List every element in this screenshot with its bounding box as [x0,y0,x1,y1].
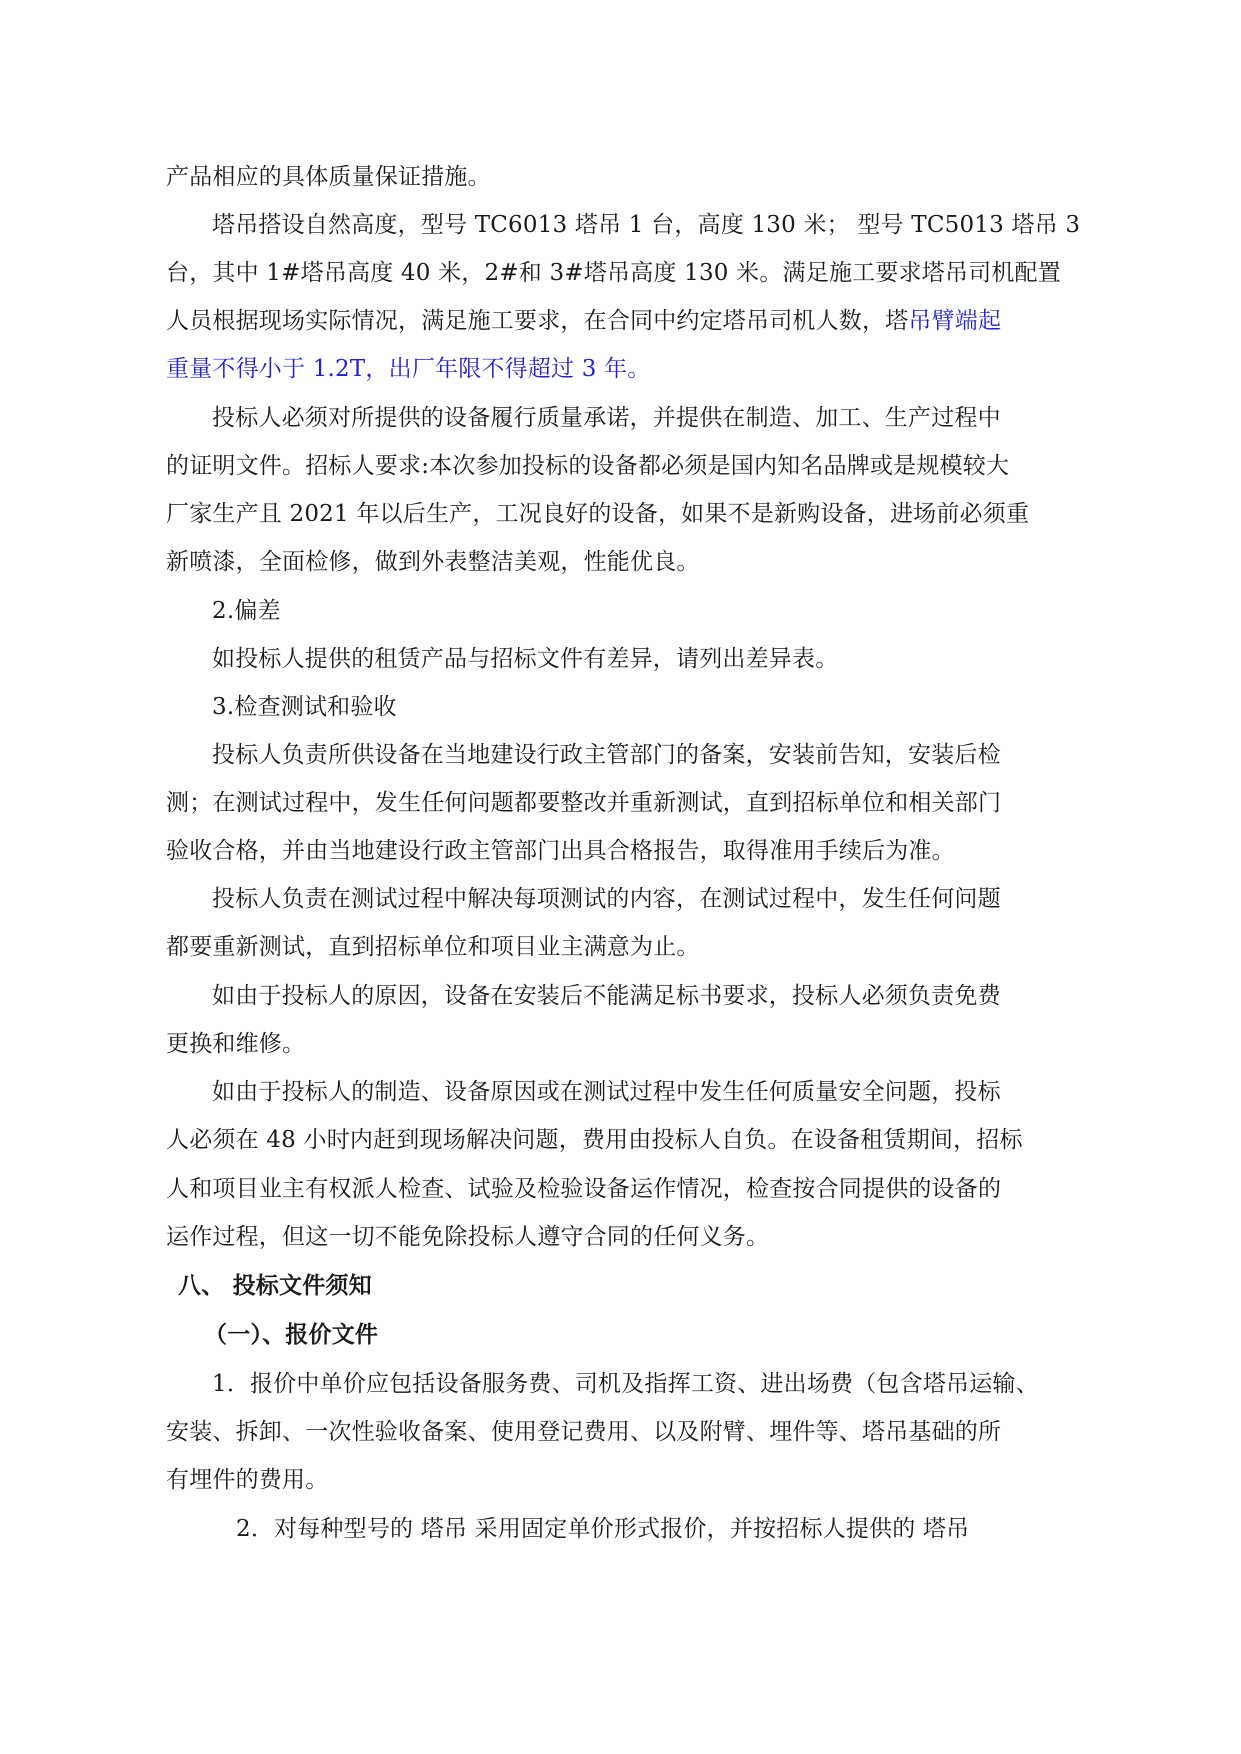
highlighted-text: 吊臂端起 [908,308,1002,334]
subsection-heading: （一）、报价文件 [204,1322,379,1348]
paragraph-line: 的证明文件。招标人要求:本次参加投标的设备都必须是国内知名品牌或是规模较大 [166,453,1010,479]
paragraph-line: 投标人必须对所提供的设备履行质量承诺，并提供在制造、加工、生产过程中 [212,405,1001,431]
paragraph-line: 投标人负责在测试过程中解决每项测试的内容，在测试过程中，发生任何问题 [212,886,1001,912]
paragraph-text: 人员根据现场实际情况，满足施工要求，在合同中约定塔吊司机人数，塔 [166,308,909,334]
paragraph-line: 有埋件的费用。 [166,1467,329,1493]
paragraph-line: 测；在测试过程中，发生任何问题都要整改并重新测试，直到招标单位和相关部门 [166,790,1002,816]
highlighted-text: 重量不得小于 1.2T，出厂年限不得超过 3 年。 [166,356,651,382]
paragraph-line: 新喷漆，全面检修，做到外表整洁美观，性能优良。 [166,549,700,575]
paragraph-line: 塔吊搭设自然高度，型号 TC6013 塔吊 1 台，高度 130 米； 型号 TC5013 塔吊 3 [212,212,1081,238]
paragraph-line: 安装、拆卸、一次性验收备案、使用登记费用、以及附臂、埋件等、塔吊基础的所 [166,1419,1002,1445]
section-heading: 八、 投标文件须知 [178,1273,372,1299]
paragraph-line: 验收合格，并由当地建设行政主管部门出具合格报告，取得准用手续后为准。 [166,838,955,864]
paragraph-line: 2．对每种型号的 塔吊 采用固定单价形式报价，并按招标人提供的 塔吊 [236,1516,970,1542]
paragraph-line: 如投标人提供的租赁产品与招标文件有差异，请列出差异表。 [212,646,839,672]
paragraph-line: 1．报价中单价应包括设备服务费、司机及指挥工资、进出场费（包含塔吊运输、 [212,1371,1039,1397]
paragraph-line: 运作过程，但这一切不能免除投标人遵守合同的任何义务。 [166,1224,770,1250]
paragraph-line [166,306,1001,336]
paragraph-line: 如由于投标人的制造、设备原因或在测试过程中发生任何质量安全问题，投标 [212,1079,1001,1105]
section-label: 2.偏差 [212,598,281,624]
paragraph-line: 人必须在 48 小时内赶到现场解决问题，费用由投标人自负。在设备租赁期间，招标 [166,1127,1023,1153]
section-label: 3.检查测试和验收 [212,694,397,720]
paragraph-line: 厂家生产且 2021 年以后生产，工况良好的设备，如果不是新购设备，进场前必须重 [166,501,1030,527]
paragraph-line: 投标人负责所供设备在当地建设行政主管部门的备案，安装前告知，安装后检 [212,742,1001,768]
paragraph-line: 产品相应的具体质量保证措施。 [166,164,491,190]
paragraph-line: 更换和维修。 [166,1031,306,1057]
paragraph-line: 台，其中 1#塔吊高度 40 米，2#和 3#塔吊高度 130 米。满足施工要求塔吊司机配置 [166,260,1061,286]
paragraph-line: 都要重新测试，直到招标单位和项目业主满意为止。 [166,934,700,960]
paragraph-line: 人和项目业主有权派人检查、试验及检验设备运作情况，检查按合同提供的设备的 [166,1176,1002,1202]
paragraph-line: 如由于投标人的原因，设备在安装后不能满足标书要求，投标人必须负责免费 [212,983,1001,1009]
